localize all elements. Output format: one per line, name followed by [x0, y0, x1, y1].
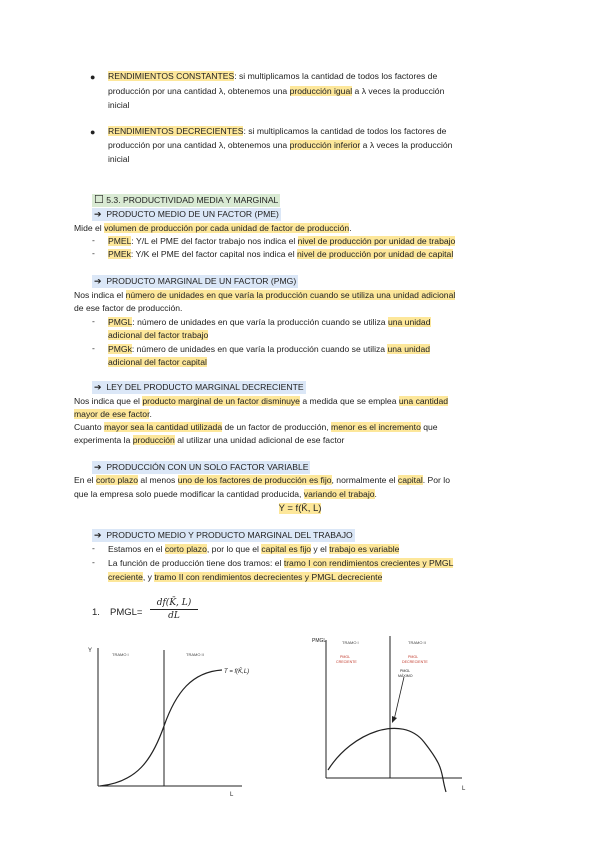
highlight: producción inferior [289, 140, 361, 150]
text: . [374, 489, 377, 499]
tramo2-sub-b: DECRECIENTE [402, 660, 428, 664]
highlight: corto plazo [95, 475, 139, 485]
term: PMEk [108, 249, 131, 259]
highlight: adicional del factor capital [108, 357, 207, 367]
pmg-item-l-line2 [108, 329, 208, 342]
text: : si multiplicamos la cantidad de todos los factores de [243, 126, 447, 136]
ley-line4 [74, 434, 344, 447]
tramo1-sub-b: CRECIENTE [336, 660, 357, 664]
highlight: una cantidad [398, 396, 449, 406]
text: que [420, 422, 438, 432]
ley-line2 [74, 408, 152, 421]
text: : si multiplicamos la cantidad de todos los factores de [234, 71, 438, 81]
pmt-item2-line2 [108, 571, 382, 584]
checkbox-icon: ☐ [94, 194, 104, 206]
ley-line3 [74, 421, 438, 434]
tramo2-label: TRAMO II [408, 640, 426, 645]
dash-icon: - [92, 235, 95, 245]
text: , por lo que el [206, 544, 262, 554]
highlight: producto marginal de un factor disminuye [142, 396, 300, 406]
y-axis-label: PMGL [312, 638, 327, 644]
text: , normalmente el [331, 475, 398, 485]
heading-text: LEY DEL PRODUCTO MARGINAL DECRECIENTE [106, 382, 304, 392]
text: . [349, 223, 352, 233]
text: al utilizar una unidad adicional de ese factor [174, 435, 345, 445]
text: a λ veces la producción [360, 140, 453, 150]
text: La función de producción tiene dos tramos: el [108, 558, 284, 568]
unsolo-line2 [74, 488, 377, 501]
arrow-icon: ➔ [94, 276, 102, 286]
pmt-item2-line1 [108, 557, 453, 570]
highlight: capital es fijo [261, 544, 312, 554]
pmg-item-k-line1 [108, 343, 430, 356]
dash-icon: - [92, 343, 95, 353]
pmt-heading [92, 529, 355, 542]
pmg-intro-line2: de ese factor de producción. [74, 303, 183, 313]
highlight: adicional del factor trabajo [108, 330, 209, 340]
pme-item-k [108, 248, 453, 261]
pmgl-label: PMGL= [110, 607, 143, 618]
text: : Y/K el PME del factor capital nos indica el [130, 249, 297, 259]
tramo2-label: TRAMO II [186, 652, 204, 657]
highlight: tramo II con rendimientos decrecientes y PMGL decreciente [154, 572, 383, 582]
text: a medida que se emplea [299, 396, 399, 406]
highlight: producción igual [289, 86, 353, 96]
ley-heading [92, 381, 306, 394]
highlight: menor es el incremento [331, 422, 421, 432]
highlight: producción [132, 435, 175, 445]
bullet-dot-icon: ● [90, 72, 96, 82]
unsolo-line1 [74, 474, 450, 487]
highlight: número de unidades en que varía la producción cuando se utiliza una unidad adicional [125, 290, 456, 300]
text: , y [142, 572, 155, 582]
bullet-decreasing-line3: inicial [108, 154, 130, 164]
numbered-index: 1. [92, 607, 100, 618]
text: : Y/L el PME del factor trabajo nos indica el [131, 236, 298, 246]
heading-text: PRODUCTO MEDIO Y PRODUCTO MARGINAL DEL TRABAJO [106, 530, 353, 540]
text: : número de unidades en que varía la producción cuando se utiliza [132, 317, 388, 327]
dash-icon: - [92, 557, 95, 567]
section-title: 5.3. PRODUCTIVIDAD MEDIA Y MARGINAL [106, 195, 279, 205]
pme-heading [92, 208, 281, 221]
x-axis-label: L [462, 786, 466, 792]
bullet-constant-line2 [108, 85, 444, 98]
pme-item-l [108, 235, 455, 248]
tramo2-sub-a: PMGL [408, 655, 419, 659]
highlight: trabajo es variable [329, 544, 400, 554]
text: Cuanto [74, 422, 105, 432]
arrow-icon: ➔ [94, 209, 102, 219]
tramo1-label: TRAMO I [342, 640, 359, 645]
pmt-item1 [108, 543, 399, 556]
text: al menos [138, 475, 178, 485]
bullet-constant-line1 [108, 70, 437, 83]
text: . Por lo [422, 475, 450, 485]
highlight: capital [397, 475, 423, 485]
pmg-item-k-line2 [108, 356, 207, 369]
highlight: variando el trabajo [303, 489, 375, 499]
text: y el [311, 544, 330, 554]
dash-icon: - [92, 248, 95, 258]
formula: Y = f(K̄, L) [278, 503, 322, 514]
heading-text: PRODUCCIÓN CON UN SOLO FACTOR VARIABLE [106, 462, 309, 472]
text: Nos indica el [74, 290, 126, 300]
highlight: tramo I con rendimientos crecientes y PMGL [283, 558, 454, 568]
highlight: corto plazo [164, 544, 207, 554]
max-pointer [394, 677, 404, 720]
text: En el [74, 475, 96, 485]
heading-text: PRODUCTO MEDIO DE UN FACTOR (PME) [106, 209, 279, 219]
text: . [149, 409, 152, 419]
highlight: una unidad [387, 344, 431, 354]
text: producción por una cantidad λ, obtenemos una [108, 140, 290, 150]
production-curve [100, 670, 222, 786]
text: Estamos en el [108, 544, 165, 554]
tramo1-label: TRAMO I [112, 652, 129, 657]
fraction [150, 598, 198, 621]
arrow-icon: ➔ [94, 530, 102, 540]
text: : número de unidades en que varía la producción cuando se utiliza [131, 344, 388, 354]
ley-line1 [74, 395, 448, 408]
text: Mide el [74, 223, 105, 233]
pmgl-curve [328, 728, 446, 792]
text: producción por una cantidad λ, obtenemos una [108, 86, 290, 96]
bullet-decreasing-line2 [108, 139, 452, 152]
max-pointer-arrowhead [392, 716, 397, 723]
arrow-icon: ➔ [94, 382, 102, 392]
tramo1-sub-a: PMGL [340, 655, 351, 659]
pme-intro [74, 222, 352, 235]
max-label-a: PMGL [400, 669, 411, 673]
highlight: mayor de ese factor [74, 409, 150, 419]
x-axis-label: L [230, 792, 234, 798]
highlight: una unidad [387, 317, 431, 327]
dash-icon: - [92, 543, 95, 553]
bullet-decreasing-line1 [108, 125, 446, 138]
term: PMEL [108, 236, 132, 246]
term-rendimientos-decrecientes: RENDIMIENTOS DECRECIENTES [108, 126, 244, 136]
heading-text: PRODUCTO MARGINAL DE UN FACTOR (PMG) [106, 276, 297, 286]
bullet-constant-line3: inicial [108, 100, 130, 110]
arrow-icon: ➔ [94, 462, 102, 472]
highlight: nivel de producción por unidad de trabajo [297, 236, 456, 246]
text: de un factor de producción, [222, 422, 332, 432]
unsolo-heading [92, 461, 310, 474]
term: PMGL [108, 317, 133, 327]
bullet-dot-icon: ● [90, 127, 96, 137]
text: experimenta la [74, 435, 133, 445]
text: que la empresa solo puede modificar la cantidad producida, [74, 489, 304, 499]
term: PMGk [108, 344, 132, 354]
pmg-intro-line1 [74, 289, 455, 302]
text: a λ veces la producción [352, 86, 445, 96]
production-function-graph [82, 640, 262, 800]
dash-icon: - [92, 316, 95, 326]
fraction-numerator: df(K̄, L) [150, 598, 198, 610]
highlight: mayor sea la cantidad utilizada [104, 422, 223, 432]
y-axis-label: Y [88, 648, 93, 654]
max-label-b: MÁXIMO [398, 674, 413, 678]
text: Nos indica que el [74, 396, 143, 406]
pmg-heading [92, 275, 298, 288]
term-rendimientos-constantes: RENDIMIENTOS CONSTANTES [108, 71, 235, 81]
curve-label: T = f(K̄,L) [224, 669, 250, 675]
highlight: uno de los factores de producción es fijo [177, 475, 332, 485]
highlight: volumen de producción por cada unidad de factor de producción [104, 223, 350, 233]
pmg-item-l-line1 [108, 316, 431, 329]
fraction-denominator: dL [168, 611, 180, 621]
pmgl-graph [312, 632, 478, 800]
highlight: creciente [108, 572, 143, 582]
section-heading [92, 194, 280, 207]
formula-row [0, 502, 600, 515]
highlight: nivel de producción por unidad de capital [297, 249, 454, 259]
